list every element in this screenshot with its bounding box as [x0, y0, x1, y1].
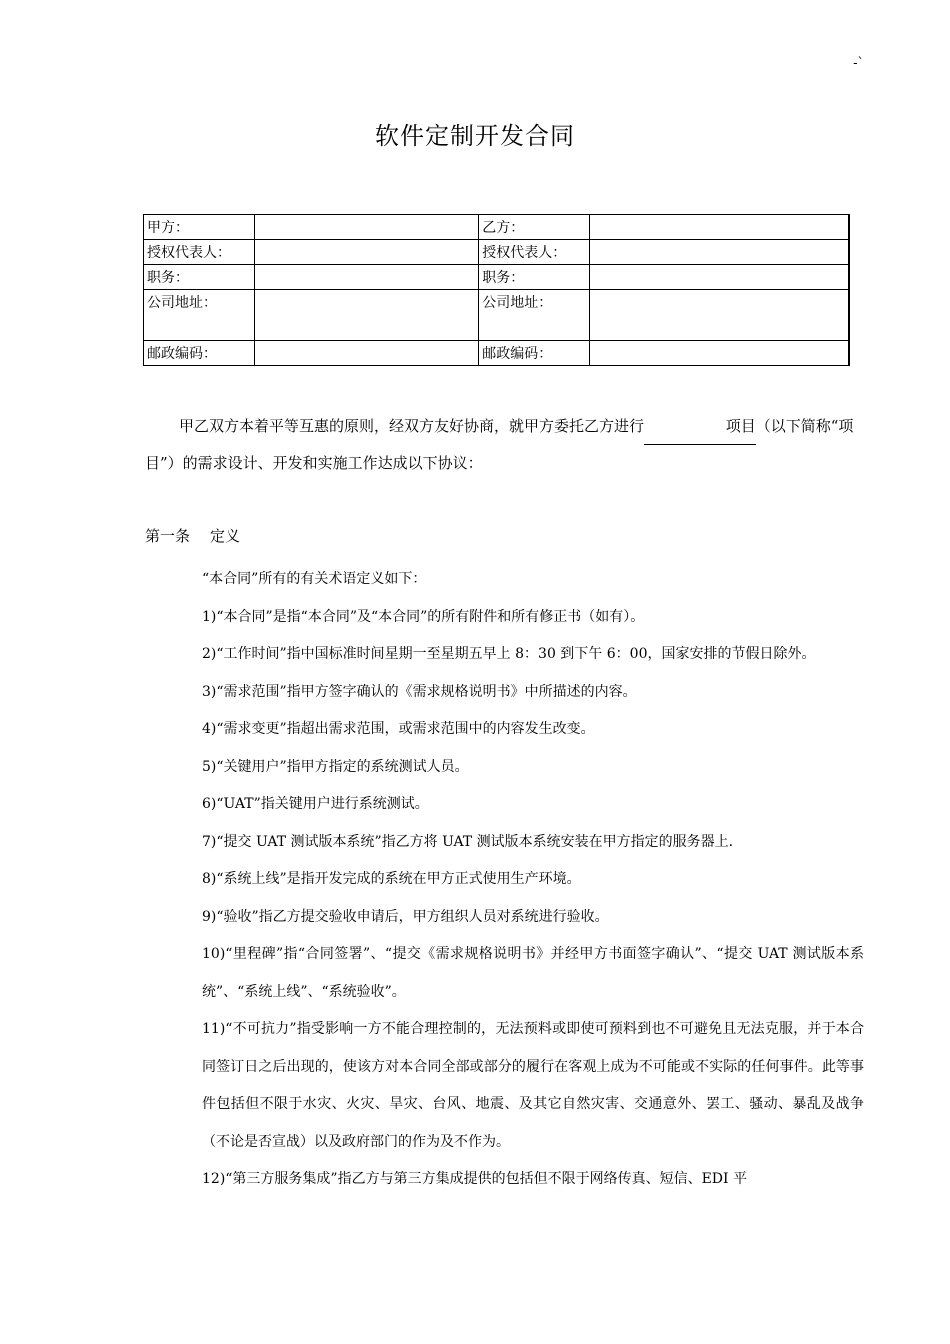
- list-item: 11)“不可抗力”指受影响一方不能合理控制的，无法预料或即使可预料到也不可避免且无法克服，并于本合同签订日之后出现的，使该方对本合同全部或部分的履行在客观上成为不可能或不实际的任何事件。此等事件包括但不限于水灾、火灾、旱灾、台风、地震、及其它自然灾害、交通意外、罢工、骚动、暴乱及战争（不论是否宣战）以及政府部门的作为及不作为。: [202, 1021, 864, 1150]
- party-a-label: 甲方：: [144, 215, 255, 240]
- party-b-value: [590, 215, 849, 240]
- party-a-postcode-label: 邮政编码：: [144, 341, 255, 366]
- list-item: 10)“里程碑”指“合同签署”、“提交《需求规格说明书》并经甲方书面签字确认”、“提交 UAT 测试版本系统”、“系统上线”、“系统验收”。: [202, 946, 864, 1000]
- list-item: 2)“工作时间”指中国标准时间星期一至星期五早上 8：30 到下午 6：00，国家安排的节假日除外。: [202, 646, 816, 662]
- project-label: 项目: [725, 417, 756, 435]
- list-item: 5)“关键用户”指甲方指定的系统测试人员。: [202, 758, 469, 775]
- party-a-position-label: 职务：: [144, 265, 255, 290]
- party-a-address-label: 公司地址：: [144, 290, 255, 341]
- list-item: 7)“提交 UAT 测试版本系统”指乙方将 UAT 测试版本系统安装在甲方指定的服务器上.: [202, 833, 734, 850]
- document-title: 软件定制开发合同: [375, 122, 575, 150]
- table-row: [144, 290, 850, 341]
- party-a-position-value: [255, 265, 479, 290]
- party-info-table: [143, 214, 850, 366]
- table-row: [144, 240, 850, 265]
- party-a-rep-label: 授权代表人：: [144, 240, 255, 265]
- party-a-address-value: [255, 290, 479, 341]
- party-b-position-label: 职务：: [479, 265, 590, 290]
- corner-mark: -`: [853, 56, 864, 71]
- party-b-address-label: 公司地址：: [479, 290, 590, 341]
- list-item: 8)“系统上线”是指开发完成的系统在甲方正式使用生产环境。: [202, 871, 581, 887]
- list-item: 12)“第三方服务集成”指乙方与第三方集成提供的包括但不限于网络传真、短信、EDI 平: [202, 1171, 748, 1187]
- party-b-rep-label: 授权代表人：: [479, 240, 590, 265]
- table-row: [144, 215, 850, 240]
- list-item: 3)“需求范围”指甲方签字确认的《需求规格说明书》中所描述的内容。: [202, 683, 637, 700]
- table-row: [144, 265, 850, 290]
- table-row: [144, 341, 850, 366]
- party-a-value: [255, 215, 479, 240]
- project-name-blank: [644, 408, 756, 445]
- article-number: 第一条: [145, 527, 191, 545]
- intro-paragraph: [145, 408, 863, 481]
- party-b-address-value: [590, 290, 849, 341]
- list-item: 4)“需求变更”指超出需求范围，或需求范围中的内容发生改变。: [202, 721, 595, 737]
- list-item: 6)“UAT”指关键用户进行系统测试。: [202, 796, 429, 812]
- definitions-lead: “本合同”所有的有关术语定义如下：: [202, 571, 427, 587]
- party-b-postcode-label: 邮政编码：: [479, 341, 590, 366]
- party-a-postcode-value: [255, 341, 479, 366]
- article-title: 定义: [210, 527, 241, 545]
- party-a-rep-value: [255, 240, 479, 265]
- party-b-position-value: [590, 265, 849, 290]
- party-b-rep-value: [590, 240, 849, 265]
- party-b-label: 乙方：: [479, 215, 590, 240]
- definitions-list: [202, 561, 864, 1199]
- article-heading: [145, 525, 240, 546]
- intro-text-before: 甲乙双方本着平等互惠的原则，经双方友好协商，就甲方委托乙方进行: [179, 417, 645, 435]
- intro-text-after: （以下简称“项目”）的需求设计、开发和实施工作达成以下协议：: [145, 417, 854, 472]
- list-item: 1)“本合同”是指“本合同”及“本合同”的所有附件和所有修正书（如有）。: [202, 608, 645, 625]
- party-b-postcode-value: [590, 341, 849, 366]
- list-item: 9)“验收”指乙方提交验收申请后，甲方组织人员对系统进行验收。: [202, 908, 609, 925]
